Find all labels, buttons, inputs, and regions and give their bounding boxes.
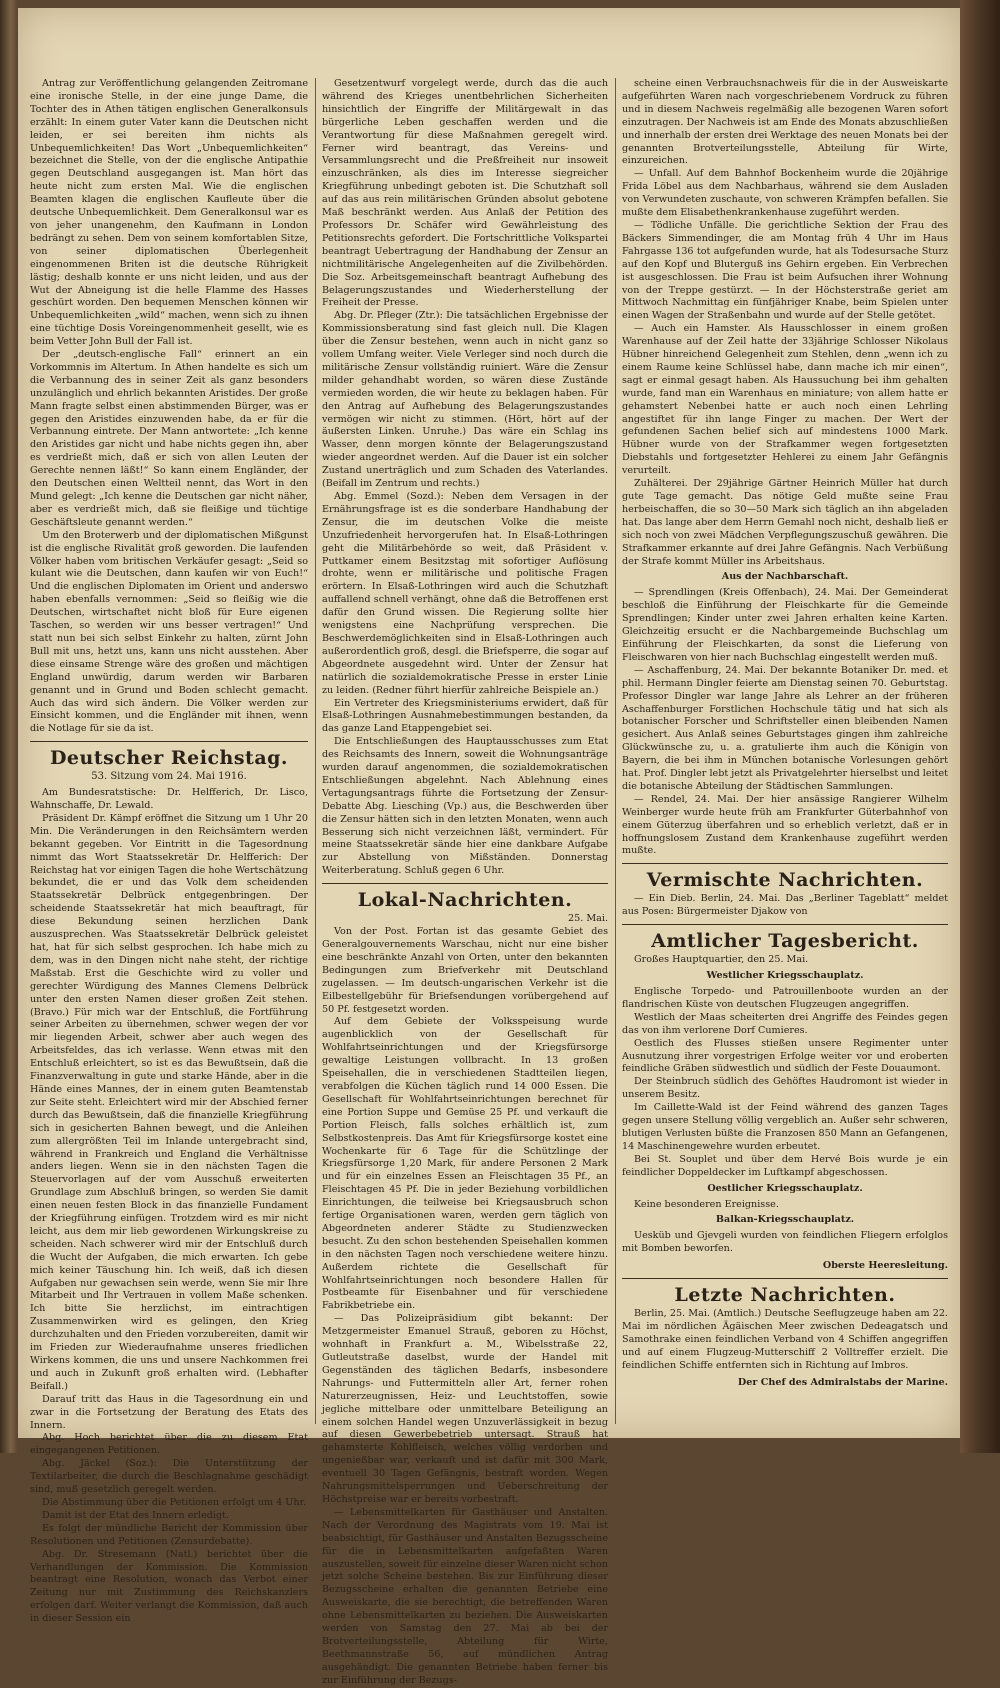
article-paragraph: Von der Post. Fortan ist das gesamte Gebiet des Generalgouvernements Warschau, nicht nur eine bisher eine beschränkte Anzahl von Orten, unter den bekannten Bedingungen zum Briefverkehr mit Deutschland zugelassen. — Im deutsch-ungarischen Verkehr ist die Eilbestellgebühr für Briefsendungen vorübergehend auf 50 Pf. festgesetzt worden.: [322, 926, 608, 1015]
dateline: 25. Mai.: [568, 913, 608, 925]
book-binding-left: [0, 0, 18, 1453]
signature-heeresleitung: Oberste Heeresleitung.: [822, 1260, 948, 1272]
session-line: 53. Sitzung vom 24. Mai 1916.: [91, 771, 247, 783]
heading-amtlicher-tagesbericht: Amtlicher Tagesbericht.: [651, 930, 919, 953]
article-paragraph: — Aschaffenburg, 24. Mai. Der bekannte Botaniker Dr. med. et phil. Hermann Dingler feierte am Dienstag seinen 70. Geburtstag. Professor Dingler war lange Jahre als Lehrer an der früheren Aschaffenburger Forstlichen Hochschule tätig und hat sich als botanischer Forscher und Schriftsteller einen bleibenden Namen gesichert. Aus Anlaß seines Geburtstages gingen ihm zahlreiche Glückwünsche zu, u. a. gratulierte ihm auch die Königin von Bayern, die bei ihm in München botanische Vorlesungen gehört hat. Prof. Dingler lebt jetzt als Privatgelehrter hierselbst und leitet die botanische Abteilung der Städtischen Sammlungen.: [622, 664, 948, 792]
article-paragraph: Abg. Dr. Stresemann (Natl.) berichtet über die Verhandlungen der Kommission. Die Kommission beantragt eine Resolution, wonach das Verbot einer Zeitung nur mit Zustimmung des Reichskanzlers erfolgen darf. Weiter verlangt die Kommission, daß auch in dieser Session ein: [30, 1548, 308, 1625]
section-divider: [30, 741, 308, 742]
article-paragraph: Um den Broterwerb und der diplomatischen Mißgunst ist die englische Rivalität groß geworden. Die laufenden Völker haben vom britischen Verkäufer gesagt: „Seid so kulant wie die Deutschen, dann kaufen wir von Euch!“ Und die englischen Diplomaten im Orient und anderswo haben ebenfalls vernommen: „Seid so fleißig wie die Deutschen, wirtschaftet nicht bloß für Eure eigenen Taschen, so werden wir uns besser vertragen!“ Und statt nun bei sich selbst Einkehr zu halten, zürnt John Bull mit uns, hetzt uns, kann uns nicht ausstehen. Aber diese einsame Strenge wäre des großen und mächtigen England unwürdig, darum werden wir Barbaren genannt und in Grund und Boden schlecht gemacht. Auch das wird sich ändern. Die Völker werden zur Einsicht kommen, und die Engländer mit ihnen, wenn die Notlage für sie da ist.: [30, 529, 308, 735]
theater-east-heading: Oestlicher Kriegsschauplatz.: [707, 1182, 863, 1194]
article-paragraph: scheine einen Verbrauchsnachweis für die in der Ausweiskarte aufgeführten Waren nach vorgeschriebenem Vordruck zu führen und in diesem Nachweis regelmäßig alle bezogenen Waren sofort einzutragen. Der Nachweis ist am Ende des Monats abzuschließen und innerhalb der ersten drei Werktage des neuen Monats bei der genannten Brotverteilungsstelle, Abteilung für Wirte, einzureichen.: [622, 78, 948, 167]
book-spine-right: [960, 0, 1000, 1453]
article-paragraph: — Ein Dieb. Berlin, 24. Mai. Das „Berliner Tageblatt“ meldet aus Posen: Bürgermeister Djakow von: [622, 893, 948, 918]
newspaper-page: [18, 8, 960, 1686]
article-paragraph: Abg. Emmel (Sozd.): Neben dem Versagen in der Ernährungsfrage ist es die sonderbare Handhabung der Zensur, die im deutschen Volke die meiste Unzufriedenheit hervorgerufen hat. In Elsaß-Lothringen geht die Militärbehörde so weit, daß Präsident v. Puttkamer einem Besitzstag mit sofortiger Auflösung drohte, wenn er militärische und politische Fragen erörtern. In Elsaß-Lothringen wird auch die Schutzhaft auffallend schnell verhängt, ohne daß die Betroffenen erst dafür den Grund wissen. Die Regierung sollte hier wenigstens eine Nachprüfung versprechen. Die Beschwerdemöglichkeiten sind in Elsaß-Lothringen auch außerordentlich groß, desgl. die Briefsperre, die sogar auf Abgeordnete ausgedehnt wird. Unter der Zensur hat natürlich die sozialdemokratische Presse in erster Linie zu leiden. (Redner führt hierfür zahlreiche Beispiele an.): [322, 491, 608, 696]
sub-heading-nachbarschaft: Aus der Nachbarschaft.: [721, 571, 849, 583]
signature-admiralstab: Der Chef des Admiralstabs der Marine.: [737, 1376, 948, 1388]
article-paragraph: — Lebensmittelkarten für Gasthäuser und Anstalten. Nach der Verordnung des Magistrats vom 19. Mai ist beabsichtigt, für Gasthäuser und Anstalten Bezugsscheine für die in Lebensmittelkarten aufgefaßten Waren auszustellen, soweit für einzelne dieser Waren nicht schon jetzt solche Scheine bestehen. Bis zur Einführung dieser Bezugsscheine erhalten die genannten Betriebe eine Ausweiskarte, die sie berechtigt, die betreffenden Waren ohne Lebensmittelkarten zu beziehen. Die Ausweiskarten werden von Samstag den 27. Mai ab bei der Brotverteilungsstelle, Abteilung für Wirte, Beethmannstraße 56, auf mündlichen Antrag ausgehändigt. Die genannten Betriebe haben ferner bis zur Einführung der Bezugs-: [322, 1506, 608, 1686]
column-1: [30, 78, 308, 1625]
article-paragraph: Es folgt der mündliche Bericht der Kommission über Resolutionen und Petitionen (Zensurdebatte).: [30, 1522, 308, 1547]
article-paragraph: Im Caillette-Wald ist der Feind während des ganzen Tages gegen unsere Stellung völlig vergeblich an. Außer sehr schweren, blutigen Verlusten büßte die Franzosen 850 Mann an Gefangenen, 14 Maschinengewehre wurden erbeutet.: [622, 1102, 948, 1152]
article-paragraph: Abg. Hoch berichtet über die zu diesem Etat eingegangenen Petitionen.: [30, 1432, 308, 1457]
theater-balkan-heading: Balkan-Kriegsschauplatz.: [715, 1214, 855, 1226]
article-paragraph: Abg. Jäckel (Soz.): Die Unterstützung der Textilarbeiter, die durch die Beschlagnahme geschädigt sind, muß gesetzlich geregelt werden.: [30, 1458, 308, 1496]
article-paragraph: Präsident Dr. Kämpf eröffnet die Sitzung um 1 Uhr 20 Min. Die Veränderungen in den Reichsämtern werden bekannt gegeben. Vor Eintritt in die Tagesordnung nimmt das Wort Staatssekretär Dr. Helfferich: Der Reichstag hat vor einigen Tagen die hohe Wertschätzung bekundet, die er und das Volk dem scheidenden Staatssekretär Delbrück entgegenbringen. Der scheidende Staatssekretär hat mich beauftragt, für diese Bekundung seinen herzlichen Dank auszusprechen. Was Staatssekretär Delbrück geleistet hat, hat für sich selbst gesprochen. Ich habe mich zu dem, was in den Dingen nicht nahe steht, der richtige Maßstab. Erst die Geschichte wird zu voller und gerechter Würdigung des Mannes Clemens Delbrück unter den ersten Namen dieser großen Zeit stehen. (Bravo.) Für mich war der Entschluß, die Fortführung seiner Arbeiten zu übernehmen, schwer wegen der vor mir liegenden Arbeit, schwer aber auch wegen des Arbeitsfeldes, das ich verlasse. Wenn etwas mit den Entschluß erleichtert, so ist es das Bewußtsein, daß die Finanzverwaltung in gute und starke Hände, aber in die Hände eines Mannes, der in einem guten Beamtenstab zur Seite steht. Erleichtert wird mir der Abschied ferner durch das Bewußtsein, daß die finanzielle Kriegführung sich in gesicherten Bahnen bewegt, und die Anleihen zum allergrößten Teil im Inlande untergebracht sind, während in Frankreich und England die Verhältnisse anders liegen. Wenn sie in den nächsten Tagen die Steuervorlagen auf der vom Ausschuß erweiterten Grundlage zum Abschluß bringen, so werden Sie damit einen neuen festen Block in das finanzielle Fundament der Kriegführung einfügen. Trotzdem wird es mir nicht leicht, aus dem mir lieb gewordenen Wirkungskreise zu scheiden. Nach schwerer wird mir der Entschluß durch die Wucht der Aufgaben, die mich erwarten. Ich gebe mich keiner Täuschung hin. Ich weiß, daß ich diesen Aufgaben nur gewachsen sein werde, wenn Sie mir Ihre Mitarbeit und Ihr Vertrauen in vollem Maße schenken. Ich bitte Sie herzlichst, im eintrachtigen Zusammenwirken wird es gelingen, den Krieg durchzuhalten und den Frieden vorzubereiten, damit wir im Frieden zur Wiederaufnahme unseres friedlichen Wirkens kommen, die uns und unsere Nachkommen frei und auch in Zukunft groß erhalten wird. (Lebhafter Beifall.): [30, 812, 308, 1392]
article-paragraph: Berlin, 25. Mai. (Amtlich.) Deutsche Seeflugzeuge haben am 22. Mai im nördlichen Ägäischen Meer zwischen Dedeagatsch und Samothrake einen feindlichen Verband von 4 Schiffen angegriffen und auf einem Flugzeug-Mutterschiff 2 Volltreffer erzielt. Die feindlichen Schiffe entfernten sich in Richtung auf Imbros.: [622, 1308, 948, 1371]
theater-west-heading: Westlicher Kriegsschauplatz.: [706, 970, 864, 982]
article-paragraph: — Auch ein Hamster. Als Hausschlosser in einem großen Warenhause auf der Zeil hatte der 33jährige Schlosser Nikolaus Hübner hinreichend Gelegenheit zum Stehlen, denn „wenn ich zu einem Raume keine Schlüssel habe, dann mache ich mir einen“, sagt er einmal gesagt haben. Als Haussuchung bei ihm gehalten wurde, fand man ein Warenhaus en miniature; von allem hatte er gehamstert Nebenbei hatte er auch noch einen Lehrling angestiftet für ihn lange Finger zu machen. Der Wert der gefundenen Sachen belief sich auf mindestens 1000 Mark. Hübner wurde von der Strafkammer wegen fortgesetzten Diebstahls und fortgesetzter Hehlerei zu einem Jahr Gefängnis verurteilt.: [622, 323, 948, 477]
article-paragraph: — Unfall. Auf dem Bahnhof Bockenheim wurde die 20jährige Frida Löbel aus dem Nachbarhaus, während sie dem Ausladen von Verwundeten zuschaute, von schweren Krämpfen befallen. Sie mußte dem Elisabethenkrankenhause zugeführt werden.: [622, 168, 948, 219]
article-paragraph: Auf dem Gebiete der Volksspeisung wurde augenblicklich von der Gesellschaft für Wohlfahrtseinrichtungen und der Kriegsfürsorge gewaltige Leistungen vollbracht. In 13 großen Speisehallen, die in verschiedenen Stadtteilen liegen, verabfolgen die Küchen täglich rund 14 000 Essen. Die Gesellschaft für Wohlfahrtseinrichtungen berechnet für eine Portion Suppe und Gemüse 25 Pf. und verkauft die Portion Fleisch, falls solches erhältlich ist, zum Selbstkostenpreis. Das Amt für Kriegsfürsorge kostet eine Wochenkarte für 6 Tage für die Schützlinge der Kriegsfürsorge 1,20 Mark, für andere Personen 2 Mark und für ein einzelnes Essen an Fleischtagen 35 Pf., an Fleischtagen 45 Pf. Die in jeder Beziehung vorbildlichen Einrichtungen, die teilweise bei Kriegsausbruch schon fertige Organisationen waren, werden gern täglich von Abgeordneten anderer Städte zu Studienzwecken besucht. Zu den schon bestehenden Speisehallen kommen in den nächsten Tagen noch verschiedene weitere hinzu. Außerdem richtete die Gesellschaft für Wohlfahrtseinrichtungen noch besondere Hallen für Postbeamte für Eisenbahner und für verschiedene Fabrikbetriebe ein.: [322, 1016, 608, 1312]
article-paragraph: — Tödliche Unfälle. Die gerichtliche Sektion der Frau des Bäckers Simmendinger, die am Montag früh 4 Uhr im Haus Fahrgasse 136 tot aufgefunden wurde, hat als Todesursache Sturz auf den Kopf und Bluterguß ins Gehirn ergeben. Ein Verbrechen ist ausgeschlossen. Die Frau ist beim Aufsuchen ihrer Wohnung von der Treppe gestürzt. — In der Höchsterstraße geriet am Mittwoch Nachmittag ein fünfjähriger Knabe, beim Spielen unter einen Wagen der Straßenbahn und wurde auf der Stelle getötet.: [622, 219, 948, 322]
article-paragraph: Keine besonderen Ereignisse.: [634, 1198, 779, 1210]
article-paragraph: Der „deutsch-englische Fall“ erinnert an ein Vorkommnis im Altertum. In Athen handelte es sich um die Verbannung des in seiner Zeit als ganz besonders unzulänglich und ehrlich bekannten Aristides. Der große Mann fragte selbst einen abstimmenden Bürger, was er gegen den Aristides einzuwenden habe, da er für die Verbannung eintrete. Der Mann antwortete: „Ich kenne den Aristides gar nicht und habe nichts gegen ihn, aber es verdrießt mich, daß er sich von allen Leuten der Gerechte nennen läßt!“ So kann einem Engländer, der den Deutschen einen Weltteil nennt, das Wort in den Mund gelegt: „Ich kenne die Deutschen gar nicht näher, aber es verdrießt mich, daß sie fleißige und tüchtige Geschäftsleute genannt werden.“: [30, 349, 308, 528]
article-paragraph: Bei St. Souplet und über dem Hervé Bois wurde je ein feindlicher Doppeldecker im Luftkampf abgeschossen.: [622, 1153, 948, 1178]
article-paragraph: Antrag zur Veröffentlichung gelangenden Zeitromane eine ironische Stelle, in der eine junge Dame, die Tochter des in Athen tätigen englischen Generalkonsuls erzählt: In einem guter Vater kann die Deutschen nicht leiden, er sei bereiten ihm nichts als Unbequemlichkeiten! Das Wort „Unbequemlichkeiten“ bezeichnet die Stelle, von der die englische Antipathie gegen Deutschland ausgegangen ist. Man hört das heute nicht zum ersten Mal. Wie die englischen Beamten klagen die englischen Kaufleute über die deutsche Unbequemlichkeit. Dem Generalkonsul war es von jeher unangenehm, den Kaufmann in London bedrängt zu sehen. Dem von seinem komfortablen Sitze, von seiner diplomatischen Überlegenheit eingenommenen Briten ist die deutsche Rührigkeit lästig; deshalb konnte er uns nicht leiden, und aus der Wut der Abneigung ist die helle Flamme des Hasses geschürt worden. Den bequemen Menschen können wir Unbequemlichkeiten „wild“ machen, wenn sich zu ihnen eine tüchtige Dosis Voreingenommenheit gesellt, wie es beim Vetter John Bull der Fall ist.: [30, 78, 308, 348]
section-divider: [322, 883, 608, 884]
column-rule: [615, 78, 616, 1424]
article-paragraph: Abg. Dr. Pfleger (Ztr.): Die tatsächlichen Ergebnisse der Kommissionsberatung sind fast gleich null. Die Klagen über die Zensur bestehen, wenn auch in nicht ganz so vollem Umfang weiter. Viele Verleger sind noch durch die militärische Zensur vollständig ruiniert. Wäre die Zensur milder gehandhabt worden, so wären diese Zustände vermieden worden, die wir heute zu beklagen haben. Für den Antrag auf Aufhebung des Belagerungszustandes vermögen wir nicht zu stimmen. (Hört, hört auf der äußersten Linken. Unruhe.) Das wäre ein Schlag ins Wasser, denn morgen könnte der Belagerungszustand wieder angeordnet werden. Auf die Dauer ist ein solcher Zustand unerträglich und zum Schaden des Vaterlandes. (Beifall im Zentrum und rechts.): [322, 310, 608, 490]
article-paragraph: Oestlich des Flusses stießen unsere Regimenter unter Ausnutzung ihrer vorgestrigen Erfolge weiter vor und eroberten feindliche Gräben südwestlich und südlich der Feste Douaumont.: [622, 1037, 948, 1075]
article-paragraph: — Rendel, 24. Mai. Der hier ansässige Rangierer Wilhelm Weinberger wurde heute früh am Frankfurter Güterbahnhof von einem Güterzug überfahren und so erheblich verletzt, daß er in hoffnungslosem Zustand dem Krankenhause zugeführt werden mußte.: [622, 793, 948, 857]
article-paragraph: Großes Hauptquartier, den 25. Mai.: [634, 954, 809, 966]
article-paragraph: — Sprendlingen (Kreis Offenbach), 24. Mai. Der Gemeinderat beschloß die Einführung der Fleischkarte für die Gemeinde Sprendlingen; Kinder unter zwei Jahren erhalten keine Karten. Gleichzeitig ersucht er die Nachbargemeinde Buchschlag um Einführung der Fleischkarten, da sonst die Lieferung von Fleischwaren von hier nach Buchschlag eingestellt werden muß.: [622, 587, 948, 663]
heading-reichstag: Deutscher Reichstag.: [49, 747, 289, 770]
article-paragraph: Westlich der Maas scheiterten drei Angriffe des Feindes gegen das von ihm verlorene Dorf Cumieres.: [622, 1011, 948, 1036]
article-paragraph: — Das Polizeipräsidium gibt bekannt: Der Metzgermeister Emanuel Strauß, geboren zu Höchst, wohnhaft in Frankfurt a. M., Wibelsstraße 22, Gutleutstraße daselbst, wurde der Handel mit Gegenständen des täglichen Bedarfs, insbesondere Nahrungs- und Futtermitteln aller Art, ferner rohen Naturerzeugnissen, Heiz- und Leuchtstoffen, sowie jegliche mittelbare oder unmittelbare Beteiligung an einem solchen Handel wegen Unzuverlässigkeit in bezug auf diesen Gewerbebetrieb untersagt. Strauß hat gehamsterte Kohlfleisch, welches völlig verdorben und ungenießbar war, verkauft und ist dafür mit 300 Mark, eventuell 30 Tagen Gefängnis, bestraft worden. Wegen Nahrungsmittelsperrungen und Ueberschreitung der Höchstpreise war er bereits vorbestraft.: [322, 1313, 608, 1505]
section-divider: [622, 924, 948, 925]
article-paragraph: Gesetzentwurf vorgelegt werde, durch das die auch während des Krieges unentbehrlichen Sicherheiten hinsichtlich der Eingriffe der Militärgewalt in das bürgerliche Leben geschaffen werden und die Verantwortung für diese Maßnahmen geregelt wird. Ferner wird beantragt, das Vereins- und Versammlungsrecht und die Preßfreiheit nur insoweit einzuschränken, als dies im Interesse siegreicher Kriegführung unbedingt geboten ist. Die Schutzhaft soll auf das aus rein militärischen Gründen absolut gebotene Maß beschränkt werden. Aus Anlaß der Petition des Professors Dr. Schäfer wird Gewährleistung des Petitionsrechts gefordert. Die Fortschrittliche Volkspartei beantragt Uebertragung der Handhabung der Zensur an nichtmilitärische Angelegenheiten auf die Zivilbehörden. Die Soz. Arbeitsgemeinschaft beantragt Aufhebung des Belagerungszustandes und Wiederherstellung der Freiheit der Presse.: [322, 78, 608, 309]
article-paragraph: Uesküb und Gjevgeli wurden von feindlichen Fliegern erfolglos mit Bomben beworfen.: [622, 1230, 948, 1255]
column-3: [622, 78, 948, 1424]
section-divider: [622, 1278, 948, 1279]
article-paragraph: Damit ist der Etat des Innern erledigt.: [42, 1509, 230, 1521]
article-paragraph: Darauf tritt das Haus in die Tagesordnung ein und zwar in die Fortsetzung der Beratung des Etats des Innern.: [30, 1393, 308, 1431]
article-paragraph: Die Entschließungen des Hauptausschusses zum Etat des Reichsamts des Innern, soweit die Wohnungsanträge wurden darauf angenommen, die sozialdemokratischen Entschließungen abgelehnt. Nach Ablehnung eines Vertagungsantrags führte die Fortsetzung der Zensur-Debatte Abg. Liesching (Vp.) aus, die Beschwerden über die Zensur hätten sich in den letzten Monaten, wenn auch Besserung sich nicht verzeichnen läßt, vermindert. Für meine Staatssekretär sände hier eine dankbare Aufgabe zur Abstellung von Mißständen. Donnerstag Weiterberatung. Schluß gegen 6 Uhr.: [322, 736, 608, 877]
article-paragraph: Zuhälterei. Der 29jährige Gärtner Heinrich Müller hat durch gute Tage gemacht. Das nötige Geld mußte seine Frau herbeischaffen, die so 30—50 Mark sich täglich an ihn abgeladen hat. Das lange aber dem Herrn Gemahl noch nicht, deshalb ließ er sich noch von zwei Mädchen Verpflegungszuschuß gewähren. Die Strafkammer erkannte auf drei Jahre Gefängnis. Nach Verbüßung der Strafe kommt Müller ins Arbeitshaus.: [622, 478, 948, 567]
article-paragraph: Am Bundesratstische: Dr. Helfferich, Dr. Lisco, Wahnschaffe, Dr. Lewald.: [30, 787, 308, 812]
heading-vermischte-nachrichten: Vermischte Nachrichten.: [646, 869, 924, 892]
heading-letzte-nachrichten: Letzte Nachrichten.: [674, 1284, 896, 1307]
heading-lokal-nachrichten: Lokal-Nachrichten.: [357, 889, 573, 912]
article-paragraph: Ein Vertreter des Kriegsministeriums erwidert, daß für Elsaß-Lothringen Ausnahmebestimmungen bestanden, da das ganze Land Etappengebiet sei.: [322, 697, 608, 735]
section-divider: [622, 863, 948, 864]
article-paragraph: Englische Torpedo- und Patrouillenboote wurden an der flandrischen Küste von deutschen Flugzeugen angegriffen.: [622, 986, 948, 1010]
column-rule: [315, 78, 316, 1424]
article-paragraph: Der Steinbruch südlich des Gehöftes Haudromont ist wieder in unserem Besitz.: [622, 1076, 948, 1101]
article-paragraph: Die Abstimmung über die Petitionen erfolgt um 4 Uhr.: [42, 1496, 307, 1508]
column-2: [322, 78, 608, 1686]
